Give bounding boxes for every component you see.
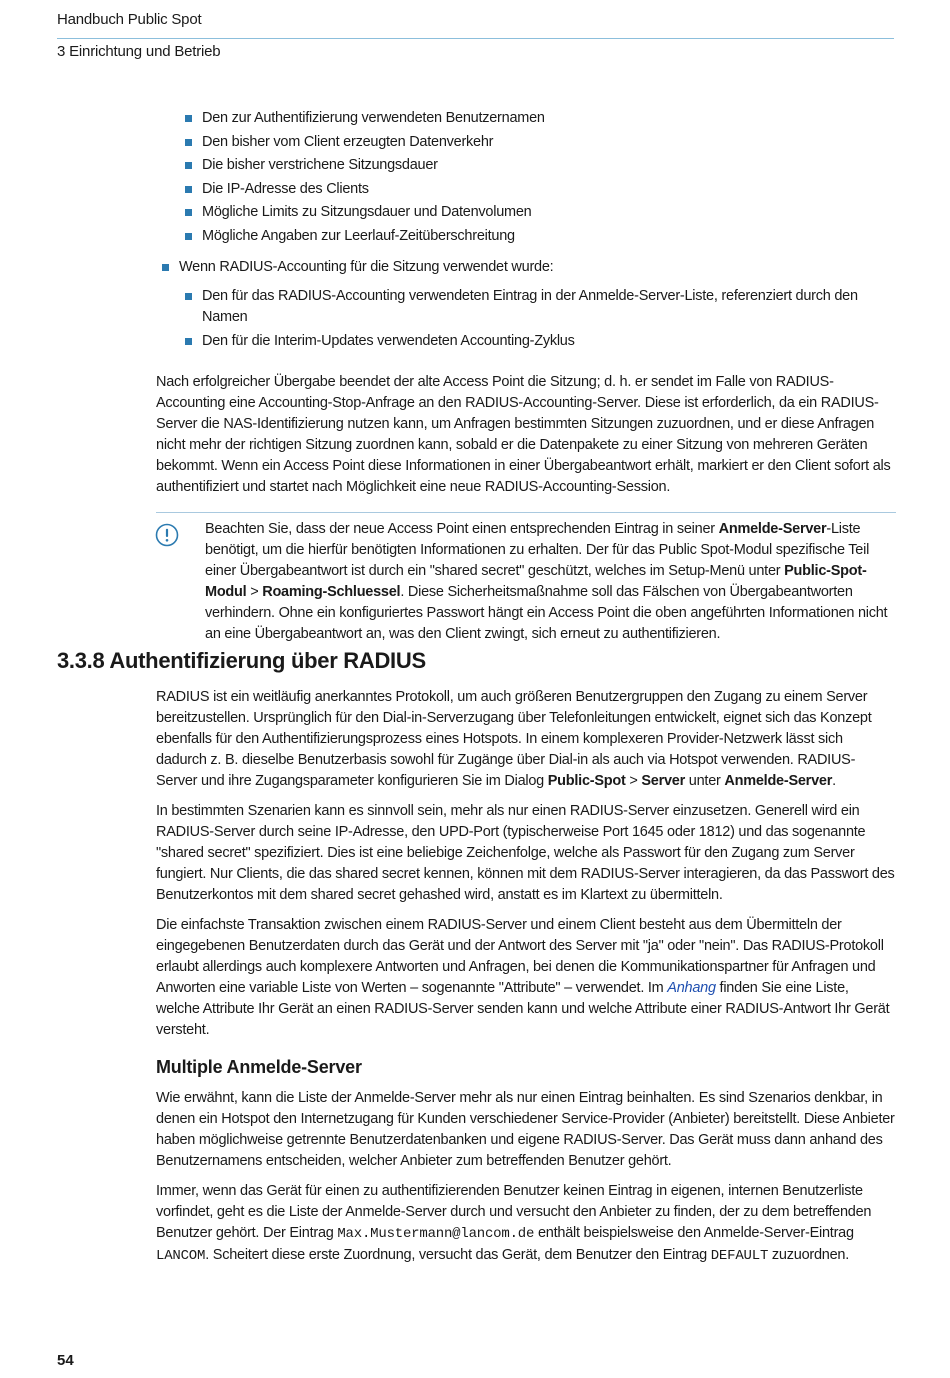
radius-intro-paragraph: RADIUS ist ein weitläufig anerkanntes Protokoll, um auch größeren Benutzergruppen den Zugang zu einem Server bereitzustellen. Ursprünglich für den Dial-in-Serverzugang über Telefonleitungen entwickelt, eignet sich das Konzept ebenfalls für den Authentifizierungsprozess eines Hotspots. In einem komplexeren Provider-Netzwerk lässt sich dadurch z. B. dieselbe Benutzerbasis sowohl für Zugänge über Dial-in als auch via Hotspot verwenden. RADIUS-Server und ihre Zugangsparameter konfigurieren Sie im Dialog Public-Spot > Server unter Anmelde-Server. [156, 689, 872, 789]
list-item: Wenn RADIUS-Accounting für die Sitzung verwendet wurde: [156, 257, 896, 278]
multiple-servers-paragraph: Wie erwähnt, kann die Liste der Anmelde-Server mehr als nur einen Eintrag beinhalten. Es sind Szenarios denkbar, in denen ein Hotspot den Internetzugang für Kunden verschiedener Service-Provider (Anbieter) bereitstellt. Diese Anbieter haben möglichweise getrennte Benutzerdatenbanken und eigene RADIUS-Server. Das Gerät muss dann anhand des Benutzernamens entscheiden, welcher Anbieter zum betreffenden Benutzer gehört. [156, 1090, 895, 1169]
server-lookup-paragraph: Immer, wenn das Gerät für einen zu authentifizierenden Benutzer keinen Eintrag in eigenen, internen Benutzerliste vorfindet, geht es die Liste der Anmelde-Server durch und versucht den Anbieter zu finden, der zu dem betreffenden Benutzer gehört. Der Eintrag Max.Mustermann@lancom.de enthält beispielsweise den Anmelde-Server-Eintrag LANCOM. Scheitert diese erste Zuordnung, versucht das Gerät, dem Benutzer den Eintrag DEFAULT zuzuordnen. [156, 1183, 872, 1264]
header-divider [57, 38, 894, 39]
handover-paragraph: Nach erfolgreicher Übergabe beendet der alte Access Point die Sitzung; d. h. er sendet im Falle von RADIUS-Accounting eine Accounting-Stop-Anfrage an den RADIUS-Accounting-Server. Diese ist erforderlich, da ein RADIUS-Server die NAS-Identifizierung nutzen kann, um Anfragen bestimmten Sitzungen zuzuordnen, und er diese Anfragen nicht mehr der richtigen Sitzung zuordnen kann, sobald er die Datenpakete zu einer Sitzung von mehreren Geräten bekommt. Wenn ein Access Point diese Informationen in einer Übergabeantwort erhält, markiert er den Client sofort als authentifiziert und startet nach Möglichkeit eine neue RADIUS-Accounting-Session. [156, 373, 891, 495]
list-item: Mögliche Angaben zur Leerlauf-Zeitüberschreitung [156, 226, 896, 247]
list-item: Den zur Authentifizierung verwendeten Benutzernamen [156, 108, 896, 129]
note-text: Beachten Sie, dass der neue Access Point einen entsprechenden Eintrag in seiner Anmelde-Server-Liste benötigt, um die hierfür benötigten Informationen zu erhalten. Der für das Public Spot-Modul spezifische Teil einer Übergabeantwort ist durch ein "shared secret" geschützt, welches im Setup-Menü unter Public-Spot-Modul > Roaming-Schluessel. Diese Sicherheitsmaßnahme soll das Fälschen von Übergabeantworten verhindern. Ohne ein konfiguriertes Passwort hängt ein Access Point die oben angeführten Informationen nicht an eine Übergabeantwort an, was den Client zwingt, sich erneut zu authentifizieren. [205, 520, 888, 642]
list-item: Den für die Interim-Updates verwendeten Accounting-Zyklus [156, 331, 896, 352]
section-body [156, 687, 896, 1276]
running-header-title: Handbuch Public Spot [57, 11, 202, 28]
accounting-sublist [156, 286, 896, 352]
appendix-link[interactable]: Anhang [667, 980, 716, 996]
page-number: 54 [57, 1352, 74, 1369]
list-item: Mögliche Limits zu Sitzungsdauer und Datenvolumen [156, 202, 896, 223]
list-item: Den für das RADIUS-Accounting verwendeten Eintrag in der Anmelde-Server-Liste, referenziert durch den Namen [156, 286, 896, 328]
subsection-title: Multiple Anmelde-Server [156, 1057, 362, 1077]
radius-transaction-paragraph: Die einfachste Transaktion zwischen einem RADIUS-Server und einem Client besteht aus dem Übermitteln der eingegebenen Benutzerdaten durch das Gerät und der Antwort des Server mit "ja" oder "nein". Das RADIUS-Protokoll erlaubt allerdings auch komplexere Antworten und Anfragen, bei denen die Kommunikationspartner für Anfragen und Anworten eine variable Liste von Werten – sogenannte "Attribute" – verwendet. Im Anhang finden Sie eine Liste, welche Attribute Ihr Gerät an einen RADIUS-Server senden kann und welche Attribute einer RADIUS-Antwort Ihr Gerät versteht. [156, 917, 890, 1038]
accounting-list [156, 257, 896, 278]
main-content [156, 108, 896, 645]
running-header-chapter: 3 Einrichtung und Betrieb [57, 43, 221, 60]
session-info-list [156, 108, 896, 247]
list-item: Die bisher verstrichene Sitzungsdauer [156, 155, 896, 176]
note-box [156, 512, 896, 645]
radius-servers-paragraph: In bestimmten Szenarien kann es sinnvoll sein, mehr als nur einen RADIUS-Server einzusetzen. Generell wird ein RADIUS-Server durch seine IP-Adresse, den UPD-Port (typischerweise Port 1645 oder 1812) und das sogenannte "shared secret" spezifiziert. Dies ist eine beliebige Zeichenfolge, welche als Passwort für den Zugang zum Server fungiert. Nur Clients, die das shared secret kennen, können mit dem RADIUS-Server interagieren, da das Passwort des Benutzerkontos mit dem shared secret gehashed wird, anstatt es im Klartext zu übermitteln. [156, 803, 895, 903]
exclamation-circle-icon [155, 523, 179, 547]
list-item: Den bisher vom Client erzeugten Datenverkehr [156, 132, 896, 153]
list-item: Die IP-Adresse des Clients [156, 179, 896, 200]
section-title: 3.3.8 Authentifizierung über RADIUS [57, 648, 426, 673]
